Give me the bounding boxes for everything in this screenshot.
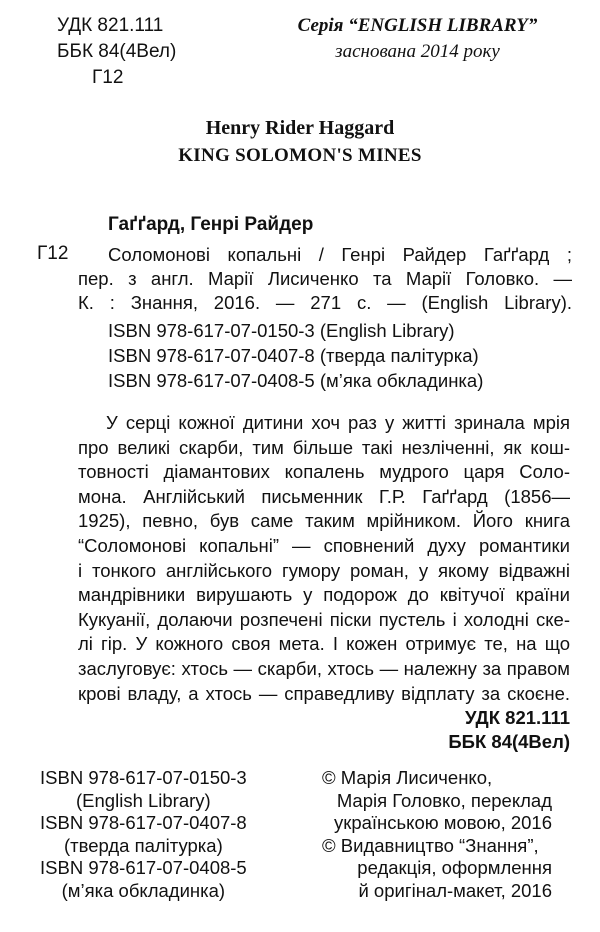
annotation-line: і тонкого англійського гумору роман, у якому відважні [78, 559, 570, 581]
author-mark: Г12 [92, 67, 124, 88]
series-name: Серія “ENGLISH LIBRARY” [297, 15, 538, 36]
annotation-line: “Соломонові копальні” — сповнений духу романтики [78, 534, 570, 556]
copyright-line: © Видавництво “Знання”, [322, 834, 539, 856]
copyright-line: © Марія Лисиченко, [322, 767, 493, 788]
annotation [78, 411, 570, 706]
footer-isbn-block [40, 767, 247, 903]
annotation-line: товності діамантових копалень мудрого царя Соло- [78, 461, 570, 483]
annotation-bbk: ББК 84(4Вел) [448, 731, 570, 752]
footer-isbn-note: (English Library) [76, 789, 211, 811]
series-founded: заснована 2014 року [335, 41, 500, 62]
annotation-line: лі гір. У кожного своя мета. І кожен отримує те, на що [78, 633, 570, 655]
biblio-line-2: пер. з англ. Марії Лисиченко та Марії Головко. — [78, 268, 572, 289]
biblio-isbn-2: ISBN 978-617-07-0407-8 (тверда палітурка) [108, 345, 479, 366]
copyright-line: редакція, оформлення [357, 857, 552, 879]
annotation-line: мона. Англійський письменник Г.Р. Гаґґард (1856— [78, 485, 570, 507]
annotation-line: про великі скарби, тим більше такі незліченні, як кош- [78, 436, 570, 458]
biblio-heading: Гаґґард, Генрі Райдер [108, 214, 314, 235]
biblio-isbn-1: ISBN 978-617-07-0150-3 (English Library) [108, 320, 455, 341]
annotation-line: мандрівники вирушають у подорож до квітучої країни [78, 584, 570, 606]
footer-isbn: ISBN 978-617-07-0408-5 [40, 857, 247, 879]
author-english: Henry Rider Haggard [205, 117, 395, 139]
annotation-line: 1925), певно, був саме таким мрійником. Його книга [78, 510, 570, 532]
bbk-code: ББК 84(4Вел) [57, 41, 177, 62]
copyright-line: Марія Головко, переклад [336, 789, 552, 811]
footer-isbn-note: (тверда палітурка) [63, 834, 223, 856]
annotation-line: У серці кожної дитини хоч раз у житті зринала мрія [106, 412, 570, 433]
udk-code: УДК 821.111 [57, 15, 164, 36]
annotation-line: Кукуанії, долаючи розпечені піски пустель і холодні ске- [78, 608, 570, 630]
footer-isbn: ISBN 978-617-07-0150-3 [40, 767, 247, 788]
biblio-isbn-3: ISBN 978-617-07-0408-5 (м’яка обкладинка) [108, 370, 484, 391]
title-english: KING SOLOMON'S MINES [178, 145, 422, 166]
annotation-line: заслуговує: хтось — скарби, хтось — належну за правом [78, 657, 570, 679]
annotation-udk: УДК 821.111 [464, 707, 570, 728]
footer-isbn-note: (м’яка обкладинка) [61, 879, 226, 901]
copyright-line: й оригінал-макет, 2016 [358, 879, 552, 901]
biblio-line-1: Соломонові копальні / Генрі Райдер Гаґґард ; [108, 244, 572, 265]
copyright-line: українською мовою, 2016 [334, 812, 552, 834]
biblio-line-3: К. : Знання, 2016. — 271 с. — (English Library). [78, 292, 572, 313]
series-title [250, 14, 585, 38]
annotation-line: крові владу, а хтось — справедливу відплату за скоєне. [78, 682, 570, 704]
biblio-mark: Г12 [37, 243, 69, 264]
copyright-block [300, 767, 552, 903]
footer-isbn: ISBN 978-617-07-0407-8 [40, 812, 247, 834]
